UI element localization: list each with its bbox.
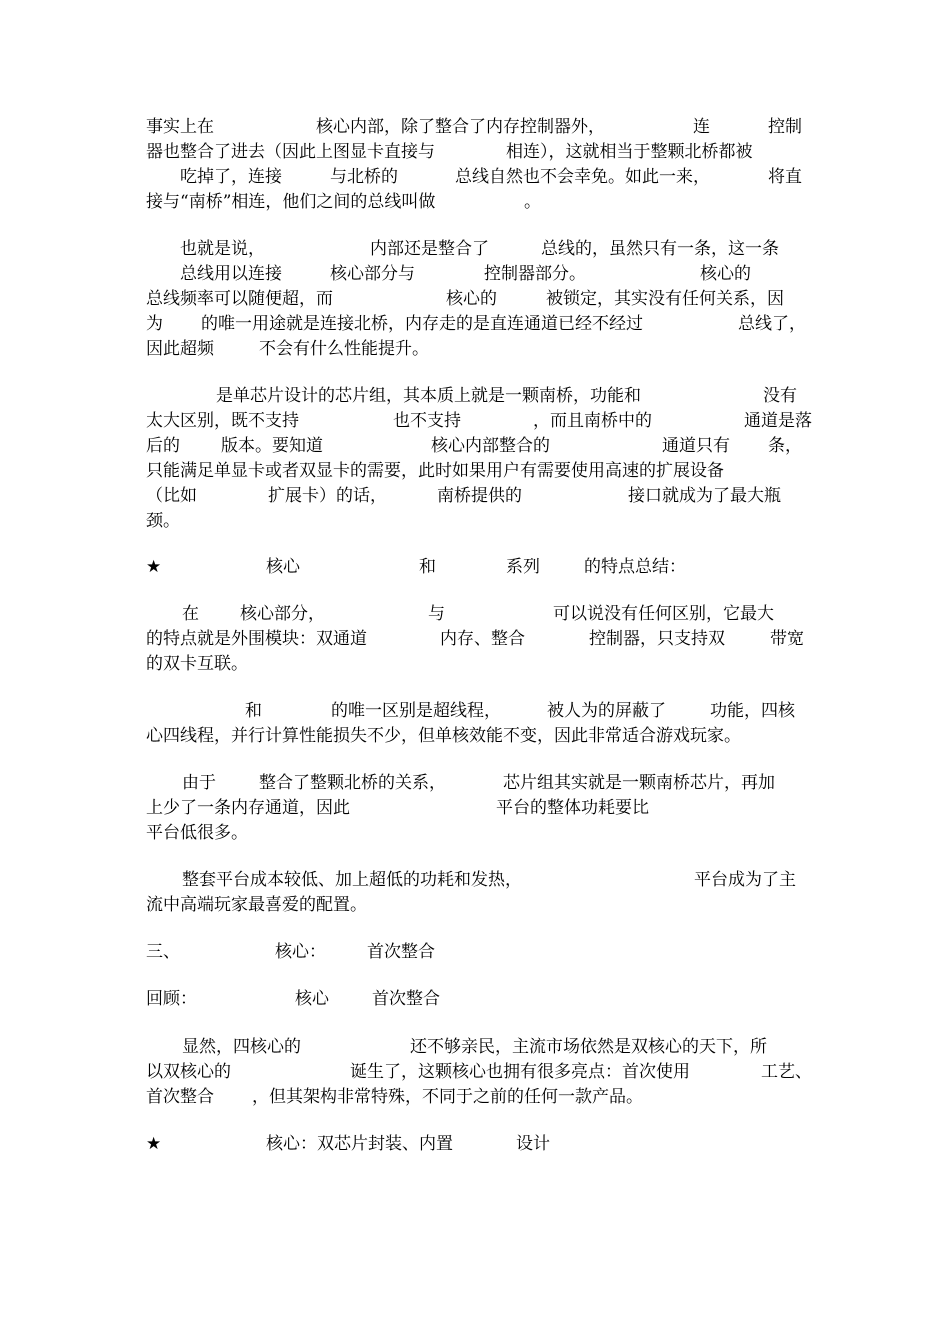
text-segment: 和 (245, 701, 262, 721)
text-segment: 首次整合 (372, 989, 440, 1009)
text-segment: 总线的，虽然只有一条，这一条 (541, 239, 779, 259)
text-segment: 核心 (266, 557, 300, 577)
section-heading (0, 1131, 950, 1157)
text-segment: 的唯一用途就是连接北桥，内存走的是直连通道已经不经过 (201, 314, 643, 334)
text-segment: 控制 (768, 117, 802, 137)
text-segment: ，但其架构非常特殊，不同于之前的任何一款产品。 (252, 1087, 643, 1107)
text-segment: 带宽 (770, 629, 804, 649)
text-line (0, 236, 950, 262)
text-line (0, 139, 950, 165)
text-segment: 核心内部整合的 (431, 436, 550, 456)
text-segment: 总线了， (738, 314, 806, 334)
text-segment: 也就是说， (180, 239, 265, 259)
text-segment: 整套平台成本较低、加上超低的功耗和发热， (182, 870, 522, 890)
text-segment: 。 (524, 192, 541, 212)
star-icon: ★ (146, 557, 162, 577)
text-segment: 上少了一条内存通道，因此 (146, 798, 350, 818)
text-line (0, 795, 950, 821)
text-segment: 被锁定，其实没有任何关系，因 (546, 289, 784, 309)
text-line (0, 508, 950, 534)
text-segment: 工艺、 (761, 1062, 812, 1082)
text-segment: 还不够亲民，主流市场依然是双核心的天下，所 (410, 1037, 767, 1057)
text-segment: 核心 (295, 989, 329, 1009)
text-segment: 流中高端玩家最喜爱的配置。 (146, 895, 367, 915)
text-line (0, 336, 950, 362)
text-segment: 控制器，只支持双 (589, 629, 725, 649)
text-segment: 内部还是整合了 (370, 239, 489, 259)
text-segment: 平台低很多。 (146, 823, 248, 843)
text-segment: 的特点就是外围模块：双通道 (146, 629, 367, 649)
text-segment: 和 (419, 557, 436, 577)
text-segment: 与 (428, 604, 445, 624)
text-segment: 可以说没有任何区别，它最大 (553, 604, 774, 624)
text-line (0, 114, 950, 140)
text-segment: 诞生了，这颗核心也拥有很多亮点：首次使用 (350, 1062, 690, 1082)
text-line (0, 1059, 950, 1085)
text-segment: 是单芯片设计的芯片组，其本质上就是一颗南桥，功能和 (216, 386, 641, 406)
text-segment: 连 (693, 117, 710, 137)
text-segment: 控制器部分。 (484, 264, 586, 284)
text-segment: 版本。要知道 (221, 436, 323, 456)
section-heading (0, 554, 950, 580)
text-segment: 核心：双芯片封装、内置 (266, 1134, 453, 1154)
text-segment: 吃掉了，连接 (180, 167, 282, 187)
text-segment: 显然，四核心的 (182, 1037, 301, 1057)
text-segment: 为 (146, 314, 163, 334)
text-segment: （比如 (146, 486, 197, 506)
text-segment: 功能，四核 (710, 701, 795, 721)
text-segment: 太大区别，既不支持 (146, 411, 299, 431)
text-segment: 事实上在 (146, 117, 214, 137)
text-segment: 被人为的屏蔽了 (547, 701, 666, 721)
text-line (0, 408, 950, 434)
text-segment: 由于 (182, 773, 216, 793)
text-segment: 核心部分与 (330, 264, 415, 284)
text-line (0, 286, 950, 312)
text-line (0, 383, 950, 409)
text-line (0, 1084, 950, 1110)
text-line (0, 601, 950, 627)
text-line (0, 698, 950, 724)
text-segment: 芯片组其实就是一颗南桥芯片，再加 (503, 773, 775, 793)
text-segment: 首次整合 (367, 942, 435, 962)
text-segment: 相连），这就相当于整颗北桥都被 (506, 142, 753, 162)
text-segment: 核心的 (446, 289, 497, 309)
text-segment: 总线用以连接 (180, 264, 282, 284)
text-segment: 总线自然也不会幸免。如此一来， (455, 167, 710, 187)
text-segment: ，而且南桥中的 (533, 411, 652, 431)
text-line (0, 1034, 950, 1060)
text-segment: 与北桥的 (330, 167, 398, 187)
text-segment: 接与“南桥”相连，他们之间的总线叫做 (146, 192, 436, 212)
text-segment: 核心的 (700, 264, 751, 284)
text-segment: 通道只有 (662, 436, 730, 456)
text-segment: 因此超频 (146, 339, 214, 359)
text-segment: 在 (182, 604, 199, 624)
section-heading (0, 939, 950, 965)
text-line (0, 770, 950, 796)
text-segment: 心四线程，并行计算性能损失不少，但单核效能不变，因此非常适合游戏玩家。 (146, 726, 741, 746)
text-segment: 以双核心的 (146, 1062, 231, 1082)
text-segment: 核心部分， (240, 604, 325, 624)
text-line (0, 867, 950, 893)
text-segment: 核心内部，除了整合了内存控制器外， (316, 117, 605, 137)
text-segment: 平台的整体功耗要比 (496, 798, 649, 818)
text-line (0, 433, 950, 459)
text-line (0, 892, 950, 918)
text-segment: 回顾： (146, 989, 197, 1009)
text-line (0, 483, 950, 509)
text-segment: 核心： (275, 942, 326, 962)
text-segment: 内存、整合 (440, 629, 525, 649)
text-segment: 总线频率可以随便超，而 (146, 289, 333, 309)
text-line (0, 820, 950, 846)
text-segment: 三、 (146, 942, 180, 962)
text-segment: 整合了整颗北桥的关系， (259, 773, 446, 793)
text-segment: 也不支持 (393, 411, 461, 431)
text-segment: 颈。 (146, 511, 180, 531)
star-icon: ★ (146, 1134, 162, 1154)
text-line (0, 189, 950, 215)
text-segment: 平台成为了主 (694, 870, 796, 890)
text-line (0, 164, 950, 190)
text-segment: 系列 (506, 557, 540, 577)
text-segment: 设计 (516, 1134, 550, 1154)
text-segment: 没有 (763, 386, 797, 406)
text-segment: 只能满足单显卡或者双显卡的需要，此时如果用户有需要使用高速的扩展设备 (146, 461, 724, 481)
text-line (0, 723, 950, 749)
text-segment: 条， (768, 436, 802, 456)
text-segment: 的特点总结： (584, 557, 686, 577)
text-segment: 扩展卡）的话， (268, 486, 387, 506)
text-segment: 将直 (768, 167, 802, 187)
section-heading (0, 986, 950, 1012)
text-line (0, 626, 950, 652)
text-segment: 的唯一区别是超线程， (331, 701, 501, 721)
text-segment: 接口就成为了最大瓶 (628, 486, 781, 506)
text-segment: 南桥提供的 (437, 486, 522, 506)
text-segment: 后的 (146, 436, 180, 456)
text-segment: 首次整合 (146, 1087, 214, 1107)
text-line (0, 261, 950, 287)
text-segment: 不会有什么性能提升。 (259, 339, 429, 359)
text-segment: 通道是落 (744, 411, 812, 431)
text-line (0, 458, 950, 484)
text-line (0, 651, 950, 677)
text-segment: 的双卡互联。 (146, 654, 248, 674)
text-segment: 器也整合了进去（因此上图显卡直接与 (146, 142, 435, 162)
text-line (0, 311, 950, 337)
